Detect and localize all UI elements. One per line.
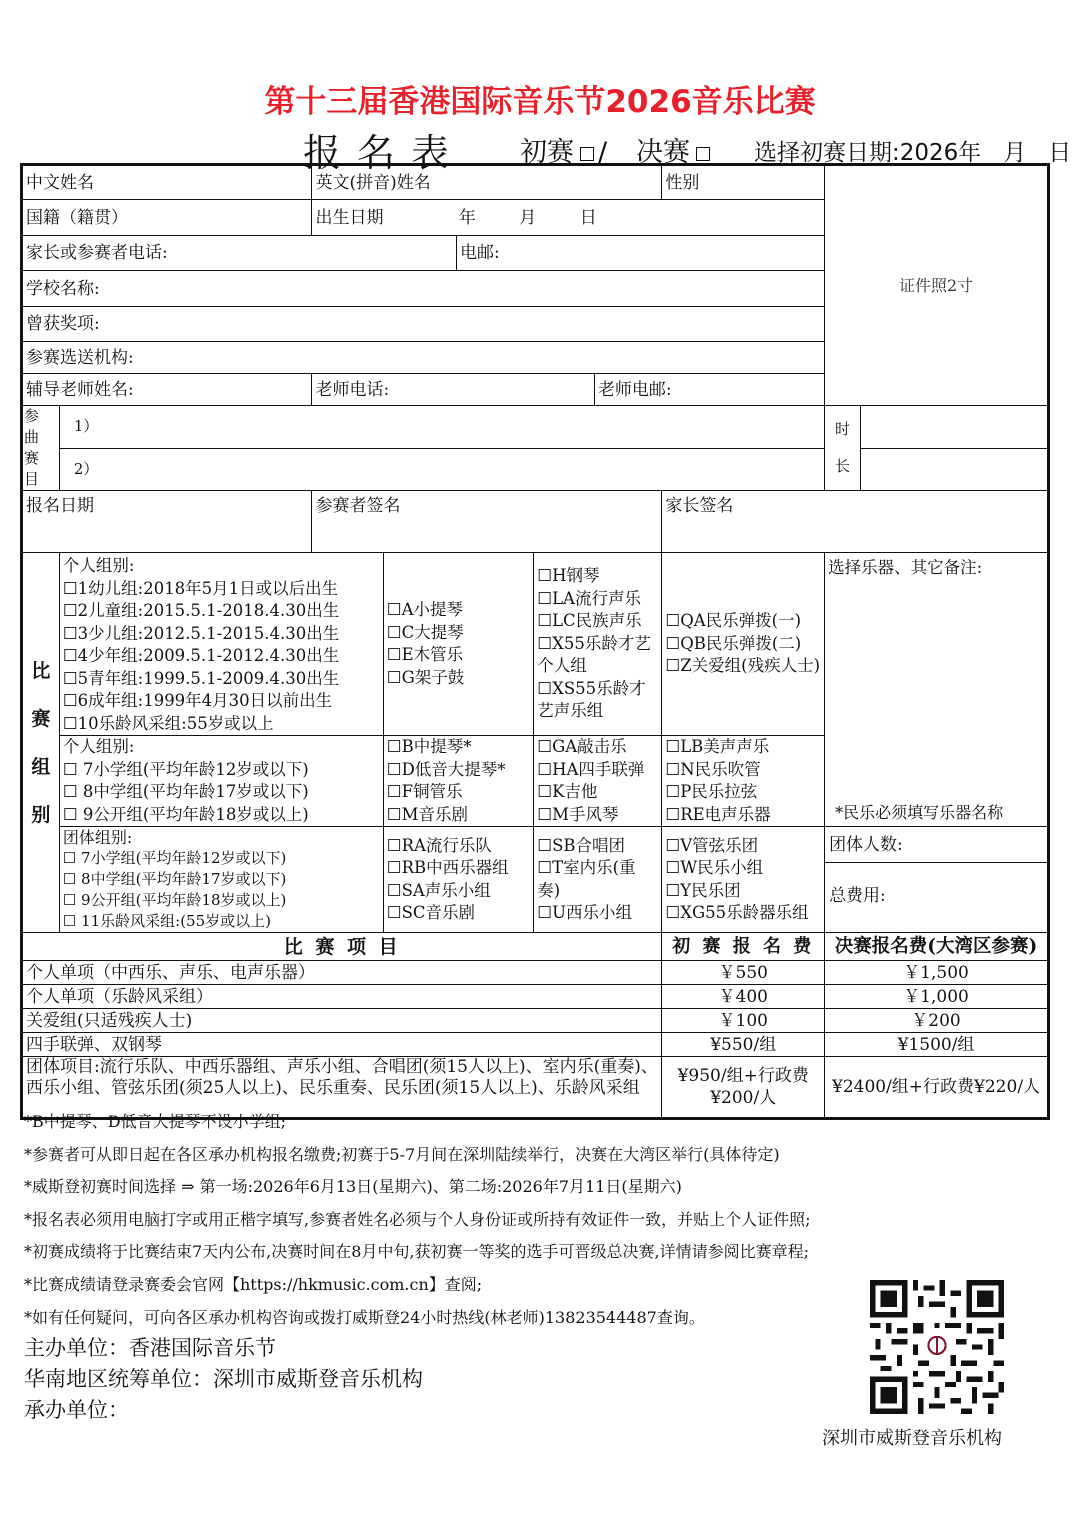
duration-2-field[interactable]	[860, 448, 1048, 491]
instrument-col-c2	[662, 736, 825, 827]
instrument-option[interactable]: ☐C大提琴	[386, 622, 464, 642]
piece-1-field[interactable]: 1）	[59, 406, 824, 449]
instrument-option[interactable]: ☐K吉他	[537, 782, 598, 801]
final-label: 决赛	[636, 137, 690, 168]
note-line: *如有任何疑问，可向各区承办机构咨询或拨打威斯登24小时热线(林老师)13823544487查询。	[24, 1307, 705, 1327]
note-line: *参赛者可从即日起在各区承办机构报名缴费;初赛于5-7月间在深圳陆续举行，决赛在大湾区举行(具体待定)	[24, 1144, 780, 1164]
note-line: *报名表必须用电脑打字或用正楷字填写,参赛者姓名必须与个人身份证或所持有效证件一致，并贴上个人证件照;	[24, 1209, 811, 1229]
teacher-phone-field[interactable]: 老师电话:	[312, 374, 594, 406]
host-org: 主办单位：香港国际音乐节	[24, 1336, 276, 1360]
fee-col-item: 比 赛 项 目	[22, 933, 662, 961]
fee-row-item: 个人单项（乐龄风采组）	[22, 985, 662, 1009]
birth-year: 年	[458, 207, 476, 228]
school-field[interactable]: 学校名称:	[22, 271, 825, 307]
instrument-col-a3	[383, 827, 534, 933]
instrument-option[interactable]: ☐XS55乐龄才艺声乐组	[537, 678, 646, 721]
instrument-option[interactable]: ☐RE电声乐器	[665, 804, 771, 824]
fee-row-item: 个人单项（中西乐、声乐、电声乐器）	[22, 961, 662, 985]
fee-team-item: 团体项目:流行乐队、中西乐器组、声乐小组、合唱团(须15人以上)、室内乐(重奏)、西乐小组、管弦乐团(须25人以上)、民乐重奏、民乐团(须15人以上)、乐龄风采组	[22, 1057, 662, 1119]
instrument-col-b3	[534, 827, 662, 933]
instrument-col-c1	[662, 553, 825, 736]
instrument-option[interactable]: ☐XG55乐龄器乐组	[665, 903, 809, 922]
fee-row-final: ¥1500/组	[825, 1033, 1049, 1057]
instrument-option[interactable]: ☐GA敲击乐	[537, 737, 627, 756]
prelim-month: 月	[1003, 140, 1027, 166]
nationality-field[interactable]: 国籍（籍贯）	[22, 200, 312, 236]
age-group-option[interactable]: ☐2儿童组:2015.5.1-2018.4.30出生	[62, 601, 340, 620]
contest-title: 第十三届香港国际音乐节2026音乐比赛	[264, 84, 816, 120]
instrument-option[interactable]: ☐M音乐剧	[386, 804, 468, 824]
email-field[interactable]: 电邮:	[457, 236, 825, 271]
school-groups: 个人组别: ☐ 7小学组(平均年龄12岁或以下) ☐ 8中学组(平均年龄17岁或以下) ☐ 9公开组(平均年龄18岁或以上)	[59, 736, 383, 827]
fee-col-final: 决赛报名费(大湾区参赛)	[825, 933, 1049, 961]
piece-2-field[interactable]: 2）	[59, 448, 824, 491]
instrument-col-a1	[383, 553, 534, 736]
instrument-option[interactable]: ☐QB民乐弹拨(二)	[665, 633, 802, 653]
note-line: *威斯登初赛时间选择 ⇒ 第一场:2026年6月13日(星期六)、第二场:2026年7月11日(星期六)	[24, 1177, 682, 1197]
birth-date-field[interactable]	[312, 200, 825, 236]
awards-field[interactable]: 曾获奖项:	[22, 307, 825, 342]
instrument-option[interactable]: ☐LB美声声乐	[665, 737, 770, 756]
coordinator-org: 华南地区统筹单位：深圳市威斯登音乐机构	[24, 1367, 423, 1391]
gender-field[interactable]: 性别	[662, 165, 825, 200]
team-group-option[interactable]: ☐ 11乐龄风采组:(55岁或以上)	[62, 912, 271, 930]
instrument-option[interactable]: ☐P民乐拉弦	[665, 782, 758, 801]
instrument-option[interactable]: ☐LC民族声乐	[537, 611, 642, 631]
instrument-option[interactable]: ☐SA声乐小组	[386, 880, 491, 900]
category-side-label: 比 赛 组 别	[22, 553, 60, 933]
final-checkbox[interactable]	[696, 147, 710, 161]
birth-day: 日	[579, 207, 597, 228]
fee-row-final: ￥1,500	[825, 961, 1049, 985]
pieces-label: 参 曲 赛 目	[22, 406, 60, 491]
birth-label: 出生日期	[315, 207, 384, 228]
registration-form	[20, 163, 1050, 1120]
instrument-option[interactable]: ☐LA流行声乐	[537, 588, 641, 608]
instrument-col-c3	[662, 827, 825, 933]
organizers	[24, 1333, 423, 1426]
instrument-col-b1	[534, 553, 662, 736]
age-groups: 个人组别: ☐1幼儿组:2018年5月1日或以后出生 ☐2儿童组:2015.5.1-2018.4.30出生 ☐3少儿组:2012.5.1-2015.4.30出生 ☐4少年组:2009.5.1-2012.4.30出生 ☐5青年组:1999.5.1-2009.4.30出生 ☐6成年组:1999年4月30日以前出生 ☐10乐龄风采组:55岁或以上	[59, 553, 383, 736]
fee-row-item: 关爱组(只适残疾人士)	[22, 1009, 662, 1033]
fee-row-prelim: ￥100	[662, 1009, 825, 1033]
fee-row-prelim: ￥550	[662, 961, 825, 985]
instrument-option[interactable]: ☐Y民乐团	[665, 880, 741, 900]
instrument-option[interactable]: ☐M手风琴	[537, 804, 619, 824]
fee-row-prelim: ￥400	[662, 985, 825, 1009]
instrument-option[interactable]: ☐F铜管乐	[386, 782, 463, 801]
instrument-option[interactable]: ☐W民乐小组	[665, 858, 764, 877]
birth-month: 月	[519, 207, 537, 228]
instrument-col-a2	[383, 736, 534, 827]
teacher-name-field[interactable]: 辅导老师姓名:	[22, 374, 312, 406]
note-line: *比赛成绩请登录赛委会官网【https://hkmusic.com.cn】查阅;	[24, 1274, 483, 1294]
instrument-option[interactable]: ☐QA民乐弹拨(一)	[665, 611, 802, 631]
team-count-field[interactable]: 团体人数:	[825, 829, 1047, 863]
prelim-label: 初赛	[520, 137, 574, 168]
form-title: 报名表	[303, 131, 466, 175]
age-group-option[interactable]: ☐4少年组:2009.5.1-2012.4.30出生	[62, 646, 340, 665]
organizer-org: 承办单位：	[24, 1398, 129, 1422]
instrument-option[interactable]: ☐RA流行乐队	[386, 835, 492, 855]
duration-1-field[interactable]	[860, 406, 1048, 449]
teacher-email-field[interactable]: 老师电邮:	[594, 374, 824, 406]
fee-row-item: 四手联弹、双钢琴	[22, 1033, 662, 1057]
school-group-option[interactable]: ☐ 7小学组(平均年龄12岁或以下)	[62, 759, 309, 779]
age-group-option[interactable]: ☐6成年组:1999年4月30日以前出生	[62, 691, 333, 710]
fee-team-final: ¥2400/组+行政费¥220/人	[825, 1057, 1049, 1119]
note-line: *B中提琴、D低音大提琴不设小学组;	[24, 1112, 286, 1131]
team-group-option[interactable]: ☐ 8中学组(平均年龄17岁或以下)	[62, 870, 287, 888]
age-group-option[interactable]: ☐10乐龄风采组:55岁或以上	[62, 713, 274, 733]
cn-name-field[interactable]: 中文姓名	[22, 165, 312, 200]
contestant-sign-field[interactable]: 参赛者签名	[312, 491, 662, 553]
team-info	[825, 827, 1049, 933]
fee-row-final: ￥1,000	[825, 985, 1049, 1009]
age-group-option[interactable]: ☐5青年组:1999.5.1-2009.4.30出生	[62, 668, 340, 688]
remarks-field[interactable]: 选择乐器、其它备注: *民乐必须填写乐器名称	[825, 553, 1049, 827]
prelim-date-label: 选择初赛日期:2026年	[754, 140, 982, 166]
instrument-option[interactable]: ☐G架子鼓	[386, 667, 465, 687]
age-group-option[interactable]: ☐3少儿组:2012.5.1-2015.4.30出生	[62, 623, 340, 643]
instrument-option[interactable]: ☐V管弦乐团	[665, 835, 759, 855]
slash: /	[598, 137, 608, 168]
phone-field[interactable]: 家长或参赛者电话:	[22, 236, 457, 271]
parent-sign-field[interactable]: 家长签名	[662, 491, 1049, 553]
instrument-option[interactable]: ☐H钢琴	[537, 566, 600, 586]
photo-box[interactable]: 证件照2寸	[825, 165, 1049, 406]
school-group-option[interactable]: ☐ 8中学组(平均年龄17岁或以下)	[62, 782, 309, 801]
prelim-checkbox[interactable]	[580, 147, 594, 161]
instrument-option[interactable]: ☐Z关爱组(残疾人士)	[665, 656, 821, 676]
instrument-col-b2	[534, 736, 662, 827]
instrument-option[interactable]: ☐X55乐龄才艺个人组	[537, 633, 651, 676]
en-name-field[interactable]: 英文(拼音)姓名	[312, 165, 662, 200]
note-line: *初赛成绩将于比赛结束7天内公布,决赛时间在8月中旬,获初赛一等奖的选手可晋级总决赛,详情请参阅比赛章程;	[24, 1242, 810, 1262]
instrument-option[interactable]: ☐A小提琴	[386, 600, 463, 619]
folk-note: *民乐必须填写乐器名称	[835, 802, 1004, 822]
fee-team-prelim: ¥950/组+行政费 ¥200/人	[662, 1057, 825, 1119]
instrument-option[interactable]: ☐B中提琴*	[386, 737, 472, 756]
team-groups: 团体组别: ☐ 7小学组(平均年龄12岁或以下) ☐ 8中学组(平均年龄17岁或以下) ☐ 9公开组(平均年龄18岁或以上) ☐ 11乐龄风采组:(55岁或以上)	[59, 827, 383, 933]
total-fee-field[interactable]: 总费用:	[829, 886, 886, 906]
duration-label: 时 长	[825, 406, 861, 491]
team-group-option[interactable]: ☐ 7小学组(平均年龄12岁或以下)	[62, 849, 287, 867]
team-group-option[interactable]: ☐ 9公开组(平均年龄18岁或以上)	[62, 891, 287, 909]
school-group-option[interactable]: ☐ 9公开组(平均年龄18岁或以上)	[62, 804, 309, 824]
fee-col-prelim: 初 赛 报 名 费	[662, 933, 825, 961]
signup-date-field[interactable]: 报名日期	[22, 491, 312, 553]
qr-code-icon[interactable]	[870, 1280, 1004, 1414]
instrument-option[interactable]: ☐N民乐吹管	[665, 759, 761, 779]
instrument-option[interactable]: ☐E木管乐	[386, 645, 464, 664]
age-group-option[interactable]: ☐1幼儿组:2018年5月1日或以后出生	[62, 578, 339, 598]
instrument-option[interactable]: ☐SB合唱团	[537, 835, 626, 855]
instrument-option[interactable]: ☐D低音大提琴*	[386, 759, 506, 779]
fee-row-prelim: ¥550/组	[662, 1033, 825, 1057]
fee-row-final: ￥200	[825, 1009, 1049, 1033]
agency-field[interactable]: 参赛选送机构:	[22, 342, 825, 374]
instrument-option[interactable]: ☐U西乐小组	[537, 903, 632, 922]
instrument-option[interactable]: ☐T室内乐(重奏)	[537, 858, 636, 900]
instrument-option[interactable]: ☐HA四手联弹	[537, 759, 645, 779]
instrument-option[interactable]: ☐RB中西乐器组	[386, 858, 509, 877]
qr-caption: 深圳市威斯登音乐机构	[822, 1428, 1002, 1449]
prelim-day: 日	[1048, 140, 1072, 166]
instrument-option[interactable]: ☐SC音乐剧	[386, 903, 476, 922]
